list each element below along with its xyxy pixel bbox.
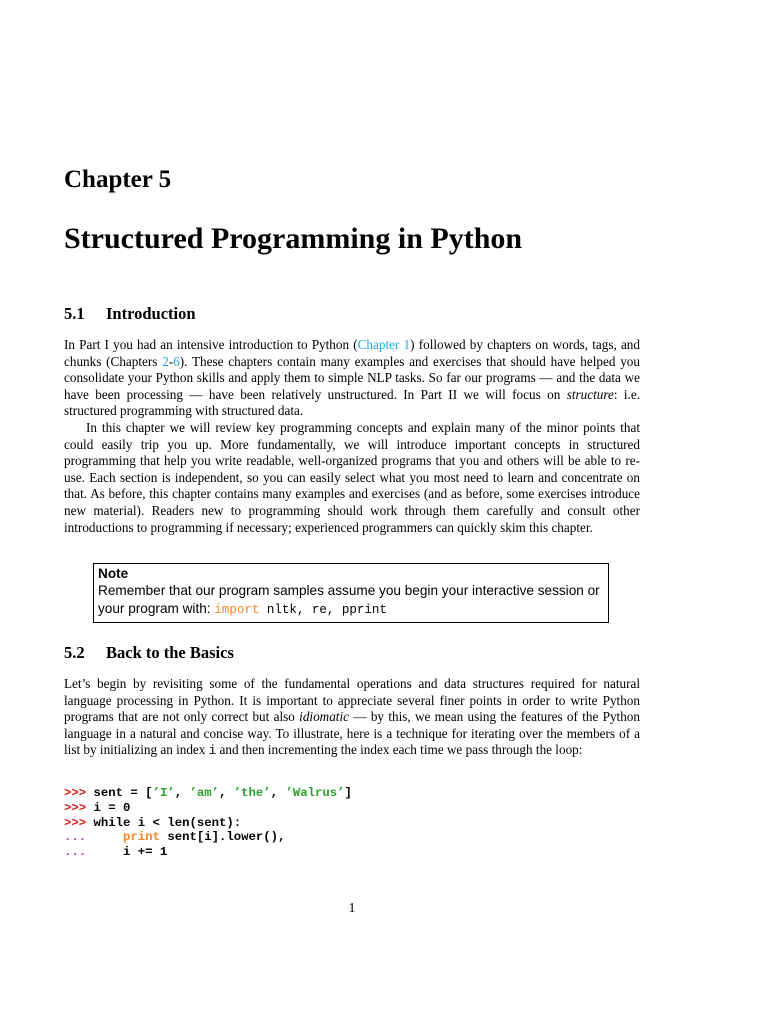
section-title: Back to the Basics: [106, 643, 234, 662]
text-run: and then incrementing the index each time we pass through the loop:: [216, 742, 583, 758]
code-text: while i < len(sent):: [86, 815, 242, 830]
emphasis: idiomatic: [299, 709, 349, 725]
text-run: — by this, we mean using the features of the Python language in a natural and concise way. To illustrate, here is a technique for iterating over the members of a list by initializing an index: [64, 709, 640, 758]
text-run: In this chapter we will review key programming concepts and explain many of the minor points that could easily trip you up. More fundamentally, we will introduce important concepts in structured programming that help you write readable, well-organized programs that you and others will be able to re-use. Each section is independent, so you can easily select what you most need to learn and concentrate on that. As before, this chapter contains many examples and exercises (and as before, some exercises introduce new material). Readers new to programming should work through them carefully and consult other introductions to programming if necessary; experienced programmers can quickly skim this chapter.: [64, 420, 640, 535]
section-heading-introduction: [64, 304, 196, 324]
section-number: 5.1: [64, 304, 85, 323]
chapter-label: Chapter 5: [64, 166, 172, 193]
code-indent: [86, 830, 123, 844]
text-run: ) followed by chapters on words, tags, and chunks (Chapters: [64, 337, 640, 369]
code-text: nltk, re, pprint: [259, 603, 387, 617]
code-keyword: import: [214, 603, 260, 617]
prompt: >>>: [64, 786, 87, 800]
note-title: Note: [98, 566, 129, 581]
text-run: Remember that our program samples assume you begin your interactive session or your program with:: [98, 583, 600, 616]
code-text: ,: [174, 786, 190, 800]
prompt: >>>: [64, 815, 87, 830]
emphasis: structure: [566, 386, 614, 402]
section-number: 5.2: [64, 643, 85, 662]
note-box: [93, 563, 609, 623]
code-text: sent[i].lower(),: [159, 830, 286, 845]
text-run: : i.e. structured programming with structured data.: [64, 386, 640, 419]
text-run: In Part I you had an intensive introduction to Python (: [64, 337, 358, 352]
string-literal: ’I’: [152, 786, 175, 800]
code-block: [64, 786, 352, 860]
code-line: [64, 816, 352, 831]
text-run: ). These chapters contain many examples and exercises that should have helped you consolidate your Python skills and apply them to simple NLP tasks. So far our programs — and the data we have been processing — have been relatively unstructured. In Part II we will focus on: [64, 353, 640, 402]
code-text: i = 0: [86, 800, 131, 815]
code-line: [64, 801, 352, 816]
code-line: [64, 845, 352, 860]
code-line: [64, 830, 352, 845]
basics-paragraph-1: [64, 676, 640, 760]
chapter-6-link[interactable]: 6: [173, 353, 180, 369]
note-text: [98, 582, 604, 619]
inline-code: i: [208, 744, 217, 759]
intro-paragraph-2: [64, 420, 640, 536]
code-text: i += 1: [86, 845, 168, 860]
prompt: >>>: [64, 800, 87, 815]
chapter-title: Structured Programming in Python: [64, 222, 523, 255]
chapter-2-link[interactable]: 2: [162, 353, 169, 369]
code-text: ,: [219, 786, 234, 800]
code-line: [64, 786, 352, 801]
chapter-1-link[interactable]: Chapter 1: [357, 337, 411, 352]
string-literal: ’am’: [189, 786, 219, 800]
text-run: -: [168, 353, 174, 369]
section-title: Introduction: [106, 304, 196, 323]
code-text: sent = [: [86, 786, 153, 800]
section-heading-back-to-basics: [64, 643, 234, 663]
print-keyword: print: [123, 830, 160, 845]
string-literal: ’the’: [233, 786, 271, 800]
continuation-prompt: ...: [64, 830, 87, 845]
page-number: 1: [348, 901, 356, 916]
continuation-prompt: ...: [64, 845, 87, 860]
code-text: ]: [344, 786, 352, 800]
text-run: Let’s begin by revisiting some of the fundamental operations and data structures required for natural language processing in Python. It is important to appreciate several finer points in order to write Python programs that are not only correct but also: [64, 676, 640, 725]
intro-paragraph-1: [64, 337, 640, 420]
code-text: ,: [270, 786, 286, 800]
string-literal: ’Walrus’: [285, 786, 345, 800]
